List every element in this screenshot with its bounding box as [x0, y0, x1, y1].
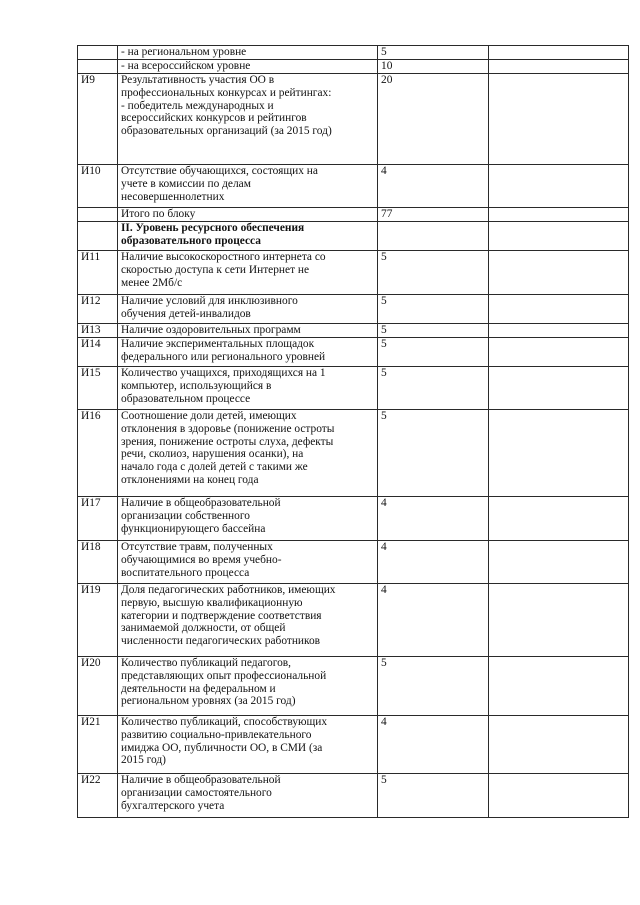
empty-cell — [489, 584, 629, 657]
indicator-code-cell — [78, 208, 118, 222]
score-cell: 4 — [378, 497, 489, 541]
table-row — [78, 657, 629, 716]
indicator-code-cell: И16 — [78, 410, 118, 497]
indicator-name-text: Отсутствие обучающихся, состоящих на учете в комиссии по делам несовершеннолетних — [121, 165, 318, 203]
indicator-name-text: Отсутствие травм, полученных обучающимися во время учебно- воспитательного процесса — [121, 541, 282, 579]
score-cell: 5 — [378, 46, 489, 60]
indicator-name-text: Наличие оздоровительных программ — [121, 324, 301, 336]
table-row — [78, 497, 629, 541]
empty-cell — [489, 338, 629, 367]
indicator-name-cell — [118, 222, 378, 251]
indicator-name-text: Количество публикаций, способствующих развитию социально-привлекательного имиджа ОО, публичности ОО, в СМИ (за 2015 год) — [121, 716, 328, 767]
indicator-name-text: Наличие в общеобразовательной организации самостоятельного бухгалтерского учета — [121, 774, 281, 812]
score-cell: 5 — [378, 338, 489, 367]
indicator-code-cell: И9 — [78, 74, 118, 165]
empty-cell — [489, 497, 629, 541]
score-cell: 5 — [378, 251, 489, 295]
score-cell: 5 — [378, 324, 489, 338]
score-cell: 5 — [378, 295, 489, 324]
score-cell: 4 — [378, 541, 489, 584]
indicator-name-cell — [118, 165, 378, 208]
table-row — [78, 324, 629, 338]
indicator-code-cell: И10 — [78, 165, 118, 208]
empty-cell — [489, 324, 629, 338]
empty-cell — [489, 410, 629, 497]
table-row — [78, 367, 629, 410]
indicator-name-cell — [118, 338, 378, 367]
table-row — [78, 74, 629, 165]
table-row — [78, 716, 629, 774]
indicator-name-cell — [118, 46, 378, 60]
indicator-name-text: Наличие условий для инклюзивного обучения детей-инвалидов — [121, 295, 298, 320]
indicator-name-cell — [118, 295, 378, 324]
score-cell: 4 — [378, 716, 489, 774]
score-cell: 5 — [378, 410, 489, 497]
indicator-code-cell: И19 — [78, 584, 118, 657]
empty-cell — [489, 74, 629, 165]
table-row — [78, 60, 629, 74]
indicator-code-cell: И15 — [78, 367, 118, 410]
score-cell — [378, 222, 489, 251]
indicator-name-text: Доля педагогических работников, имеющих первую, высшую квалификационную категории и подтверждение соответствия занимаемой должности, от общей численности педагогических работников — [121, 584, 336, 648]
indicator-code-cell: И13 — [78, 324, 118, 338]
indicator-name-text: Соотношение доли детей, имеющих отклонения в здоровье (понижение остроты зрения, понижение остроты слуха, дефекты речи, сколиоз, нарушения осанки), на начало года с долей детей с такими же отклонениями на конец года — [121, 410, 335, 486]
empty-cell — [489, 60, 629, 74]
indicator-name-text: Итого по блоку — [121, 208, 196, 220]
table-row — [78, 222, 629, 251]
empty-cell — [489, 295, 629, 324]
indicator-code-cell: И14 — [78, 338, 118, 367]
empty-cell — [489, 208, 629, 222]
indicator-code-cell: И22 — [78, 774, 118, 818]
indicator-name-text: Наличие экспериментальных площадок федерального или регионального уровней — [121, 338, 326, 363]
criteria-table-body — [78, 46, 629, 818]
indicator-name-text: Наличие в общеобразовательной организации собственного функционирующего бассейна — [121, 497, 281, 535]
indicator-name-text: - на всероссийском уровне — [121, 60, 251, 72]
empty-cell — [489, 774, 629, 818]
table-row — [78, 541, 629, 584]
indicator-code-cell: И18 — [78, 541, 118, 584]
indicator-name-text: Наличие высокоскоростного интернета со скоростью доступа к сети Интернет не менее 2Мб/с — [121, 251, 326, 289]
table-row — [78, 165, 629, 208]
empty-cell — [489, 46, 629, 60]
indicator-code-cell: И17 — [78, 497, 118, 541]
empty-cell — [489, 541, 629, 584]
indicator-name-text: Количество учащихся, приходящихся на 1 компьютер, использующийся в образовательном процессе — [121, 367, 326, 405]
indicator-name-cell — [118, 410, 378, 497]
table-row — [78, 584, 629, 657]
indicator-name-cell — [118, 208, 378, 222]
criteria-table — [77, 45, 629, 818]
indicator-name-cell — [118, 774, 378, 818]
score-cell: 5 — [378, 774, 489, 818]
score-cell: 77 — [378, 208, 489, 222]
empty-cell — [489, 367, 629, 410]
indicator-code-cell: И12 — [78, 295, 118, 324]
indicator-name-text: - на региональном уровне — [121, 46, 247, 58]
indicator-name-cell — [118, 74, 378, 165]
indicator-name-text: Результативность участия ОО в профессиональных конкурсах и рейтингах: - победитель международных и всероссийских конкурсов и рейтингов образовательных организаций (за 2015 год) — [121, 74, 332, 138]
indicator-code-cell: И11 — [78, 251, 118, 295]
empty-cell — [489, 222, 629, 251]
indicator-code-cell: И20 — [78, 657, 118, 716]
score-cell: 5 — [378, 657, 489, 716]
table-row — [78, 251, 629, 295]
indicator-name-text: Количество публикаций педагогов, представляющих опыт профессиональной деятельности на федеральном и региональном уровнях (за 2015 год) — [121, 657, 327, 708]
score-cell: 10 — [378, 60, 489, 74]
indicator-name-text: II. Уровень ресурсного обеспечения образовательного процесса — [121, 222, 305, 247]
score-cell: 20 — [378, 74, 489, 165]
indicator-name-cell — [118, 657, 378, 716]
table-row — [78, 295, 629, 324]
empty-cell — [489, 716, 629, 774]
indicator-name-cell — [118, 251, 378, 295]
indicator-name-cell — [118, 716, 378, 774]
indicator-name-cell — [118, 367, 378, 410]
empty-cell — [489, 165, 629, 208]
score-cell: 5 — [378, 367, 489, 410]
table-row — [78, 208, 629, 222]
indicator-name-cell — [118, 497, 378, 541]
indicator-code-cell — [78, 46, 118, 60]
empty-cell — [489, 657, 629, 716]
empty-cell — [489, 251, 629, 295]
indicator-name-cell — [118, 541, 378, 584]
indicator-code-cell — [78, 222, 118, 251]
score-cell: 4 — [378, 165, 489, 208]
table-row — [78, 46, 629, 60]
table-row — [78, 410, 629, 497]
score-cell: 4 — [378, 584, 489, 657]
table-row — [78, 338, 629, 367]
indicator-name-cell — [118, 60, 378, 74]
indicator-code-cell — [78, 60, 118, 74]
table-row — [78, 774, 629, 818]
indicator-code-cell: И21 — [78, 716, 118, 774]
indicator-name-cell — [118, 584, 378, 657]
indicator-name-cell — [118, 324, 378, 338]
